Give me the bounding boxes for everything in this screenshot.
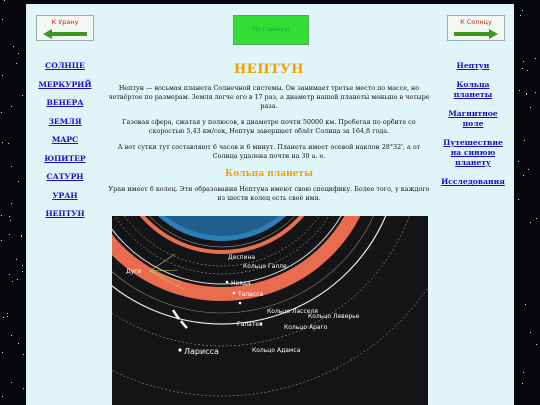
planet-link-venus[interactable]: ВЕНЕРА xyxy=(46,98,84,107)
star xyxy=(11,382,12,383)
star xyxy=(535,92,536,93)
star xyxy=(2,75,3,76)
star xyxy=(519,90,520,91)
star xyxy=(9,216,10,217)
planet-link-earth[interactable]: ЗЕМЛЯ xyxy=(48,116,82,126)
star xyxy=(22,271,23,272)
star xyxy=(518,161,519,162)
section-paragraph: Уран имеет 6 колец. Эти образования Нептуна имеют свою специфику. Более того, у каждого из шести колец есть своё имя. xyxy=(108,185,430,202)
star xyxy=(530,107,531,108)
star xyxy=(2,142,3,143)
star xyxy=(22,95,23,96)
star xyxy=(18,53,19,54)
article xyxy=(108,62,430,203)
prev-planet-label: К Урану xyxy=(51,18,79,26)
star xyxy=(1,112,2,113)
star xyxy=(524,140,525,141)
section-title: Кольца планеты xyxy=(225,169,313,179)
star xyxy=(528,169,529,170)
star xyxy=(536,344,537,345)
section-nav xyxy=(438,61,508,196)
star xyxy=(1,215,2,216)
star xyxy=(23,354,24,355)
star xyxy=(13,46,14,47)
section-link-neptune[interactable]: Нептун xyxy=(456,61,490,70)
section-link-magnetic-field[interactable]: Магнитное поле xyxy=(448,109,498,128)
label-arago-ring: Кольцо Араго xyxy=(284,324,328,331)
planet-link-uranus[interactable]: УРАН xyxy=(52,190,78,200)
home-button[interactable]: На главную xyxy=(233,15,309,45)
star xyxy=(520,15,521,16)
arrow-right-icon xyxy=(454,29,498,39)
article-paragraph-1: Нептун — восьмая планета Солнечной системы. Он занимает третье место по массе, но четвёртое по размерам. Земля легче его в 17 раз, а диаметр нашей планеты меньше в четыре раза. xyxy=(108,84,430,110)
star xyxy=(18,181,19,182)
star xyxy=(3,317,4,318)
section-link-rings[interactable]: Кольца планеты xyxy=(453,80,493,99)
label-thalassa: Таласса xyxy=(238,291,264,298)
planet-link-mercury[interactable]: МЕРКУРИЙ xyxy=(38,79,92,89)
label-lassell-ring: Кольцо Ласселя xyxy=(267,308,318,315)
star xyxy=(11,106,12,107)
next-planet-label: К Солнцу xyxy=(460,18,492,26)
star xyxy=(7,316,8,317)
label-galatea: Галатея xyxy=(237,321,263,328)
section-link-research[interactable]: Исследования xyxy=(441,177,505,186)
next-planet-button[interactable] xyxy=(447,15,505,41)
star xyxy=(530,222,531,223)
star xyxy=(9,234,10,235)
planet-link-mars[interactable]: МАРС xyxy=(51,135,79,144)
star xyxy=(22,265,23,266)
star xyxy=(530,332,531,333)
star xyxy=(9,274,10,275)
label-arcs: Дуги xyxy=(126,268,142,275)
star xyxy=(2,396,3,397)
star xyxy=(4,0,5,1)
star xyxy=(527,70,528,71)
star xyxy=(525,304,526,305)
article-paragraph-3: А вот сутки тут составляют 6 часов и 6 минут. Планета имеет осевой наклон 28°32', а от Солнца удалена почти на 30 а. е. xyxy=(117,143,421,160)
star xyxy=(18,343,19,344)
section-link-journey[interactable]: Путешествие на синюю планету xyxy=(443,138,503,167)
star xyxy=(522,10,523,11)
star xyxy=(11,335,12,336)
star xyxy=(523,61,524,62)
label-despina: Деспина xyxy=(228,254,256,261)
star xyxy=(16,63,17,64)
prev-planet-button[interactable] xyxy=(36,15,94,41)
star xyxy=(23,388,24,389)
label-adams-ring: Кольцо Адамса xyxy=(252,347,301,354)
star xyxy=(522,383,523,384)
label-larissa: Ларисса xyxy=(184,347,219,356)
planet-link-jupiter[interactable]: ЮПИТЕР xyxy=(44,153,86,163)
page-content xyxy=(26,4,514,405)
star xyxy=(11,166,12,167)
star xyxy=(522,68,523,69)
star xyxy=(518,199,519,200)
star xyxy=(523,372,524,373)
star xyxy=(12,281,13,282)
star xyxy=(535,58,536,59)
planet-link-saturn[interactable]: САТУРН xyxy=(46,172,84,181)
planet-nav xyxy=(26,61,104,228)
star xyxy=(2,19,3,20)
star xyxy=(8,143,9,144)
star xyxy=(10,220,11,221)
label-galle-ring: Кольцо Галле xyxy=(243,263,287,270)
star xyxy=(1,240,2,241)
star xyxy=(11,203,12,204)
planet-link-sun[interactable]: СОЛНЦЕ xyxy=(45,61,85,70)
star xyxy=(2,352,3,353)
star xyxy=(523,175,524,176)
label-naiad: Наяда xyxy=(231,280,251,287)
article-paragraph-2: Газовая сфера, сжатая у полюсов, в диаметре почти 50000 км. Пробегая по орбите со скоростью 5,43 км/сек, Нептун завершает облёт Солнца за 164,8 года. xyxy=(122,118,416,135)
page-title: НЕПТУН xyxy=(234,62,304,77)
star xyxy=(536,218,537,219)
label-leverrier-ring: Кольцо Леверье xyxy=(308,313,360,320)
star xyxy=(17,279,18,280)
planet-link-neptune[interactable]: НЕПТУН xyxy=(45,209,85,218)
arrow-left-icon xyxy=(43,29,87,39)
rings-diagram xyxy=(112,216,428,405)
star xyxy=(16,259,17,260)
star xyxy=(7,313,8,314)
star xyxy=(526,94,527,95)
star xyxy=(21,235,22,236)
